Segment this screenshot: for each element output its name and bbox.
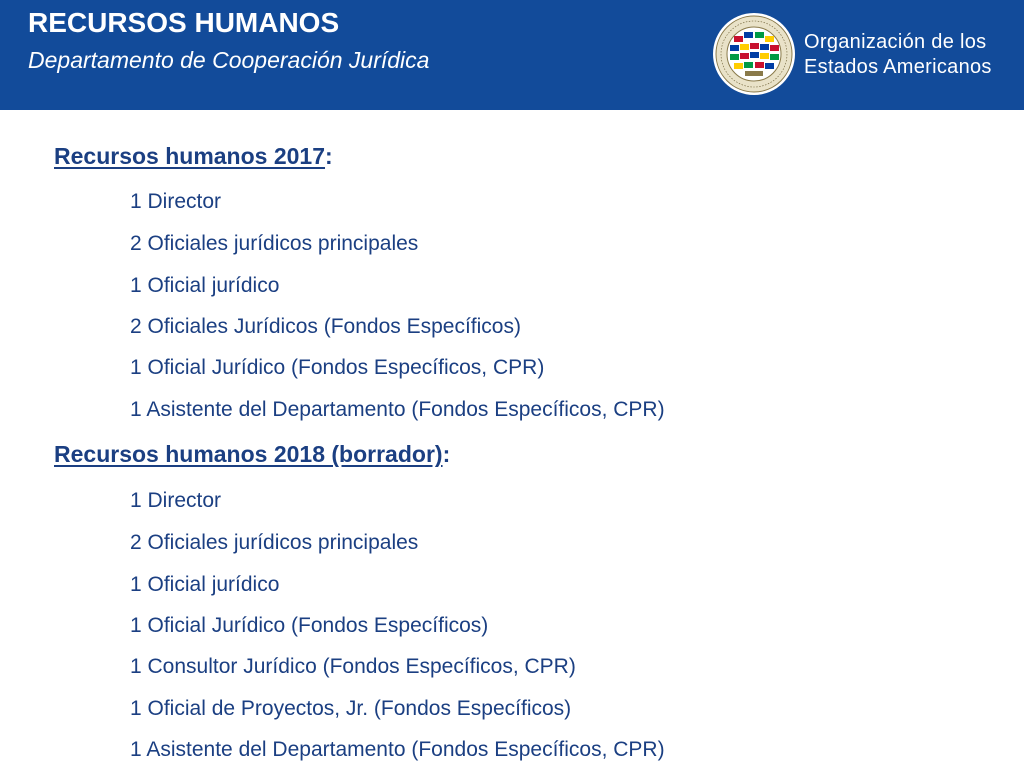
list-item: 1 Asistente del Departamento (Fondos Específicos, CPR): [130, 398, 665, 421]
list-item: 1 Asistente del Departamento (Fondos Específicos, CPR): [130, 738, 665, 761]
section-heading-2018-text: Recursos humanos 2018 (borrador): [54, 441, 443, 467]
list-item: 1 Consultor Jurídico (Fondos Específicos, CPR): [130, 655, 576, 678]
section-heading-2018: [54, 439, 450, 469]
list-item: 1 Director: [130, 190, 222, 213]
organization-name-line-2: Estados Americanos: [804, 56, 992, 78]
page-subtitle: Departamento de Cooperación Jurídica: [28, 47, 430, 73]
list-item: 1 Oficial Jurídico (Fondos Específicos, CPR): [130, 356, 545, 379]
list-item: 1 Oficial jurídico: [130, 274, 280, 297]
oas-seal-icon: [712, 12, 796, 96]
section-heading-2017-text: Recursos humanos 2017: [54, 143, 326, 169]
list-item: 1 Oficial jurídico: [130, 573, 280, 596]
list-item: 2 Oficiales jurídicos principales: [130, 531, 419, 554]
section-heading-2017-colon: :: [325, 143, 333, 169]
section-heading-2018-colon: :: [442, 441, 451, 467]
list-item: 2 Oficiales Jurídicos (Fondos Específicos): [130, 315, 521, 338]
list-item: 2 Oficiales jurídicos principales: [130, 232, 419, 255]
list-item: 1 Oficial de Proyectos, Jr. (Fondos Específicos): [130, 697, 572, 720]
list-item: 1 Director: [130, 489, 222, 512]
header-bar: [0, 0, 1024, 110]
organization-name: [804, 30, 992, 80]
slide-content: [0, 110, 1024, 768]
list-item: 1 Oficial Jurídico (Fondos Específicos): [130, 614, 489, 637]
organization-name-line-1: Organización de los: [804, 31, 987, 53]
page-title: RECURSOS HUMANOS: [28, 7, 340, 38]
section-heading-2017: [54, 141, 333, 171]
